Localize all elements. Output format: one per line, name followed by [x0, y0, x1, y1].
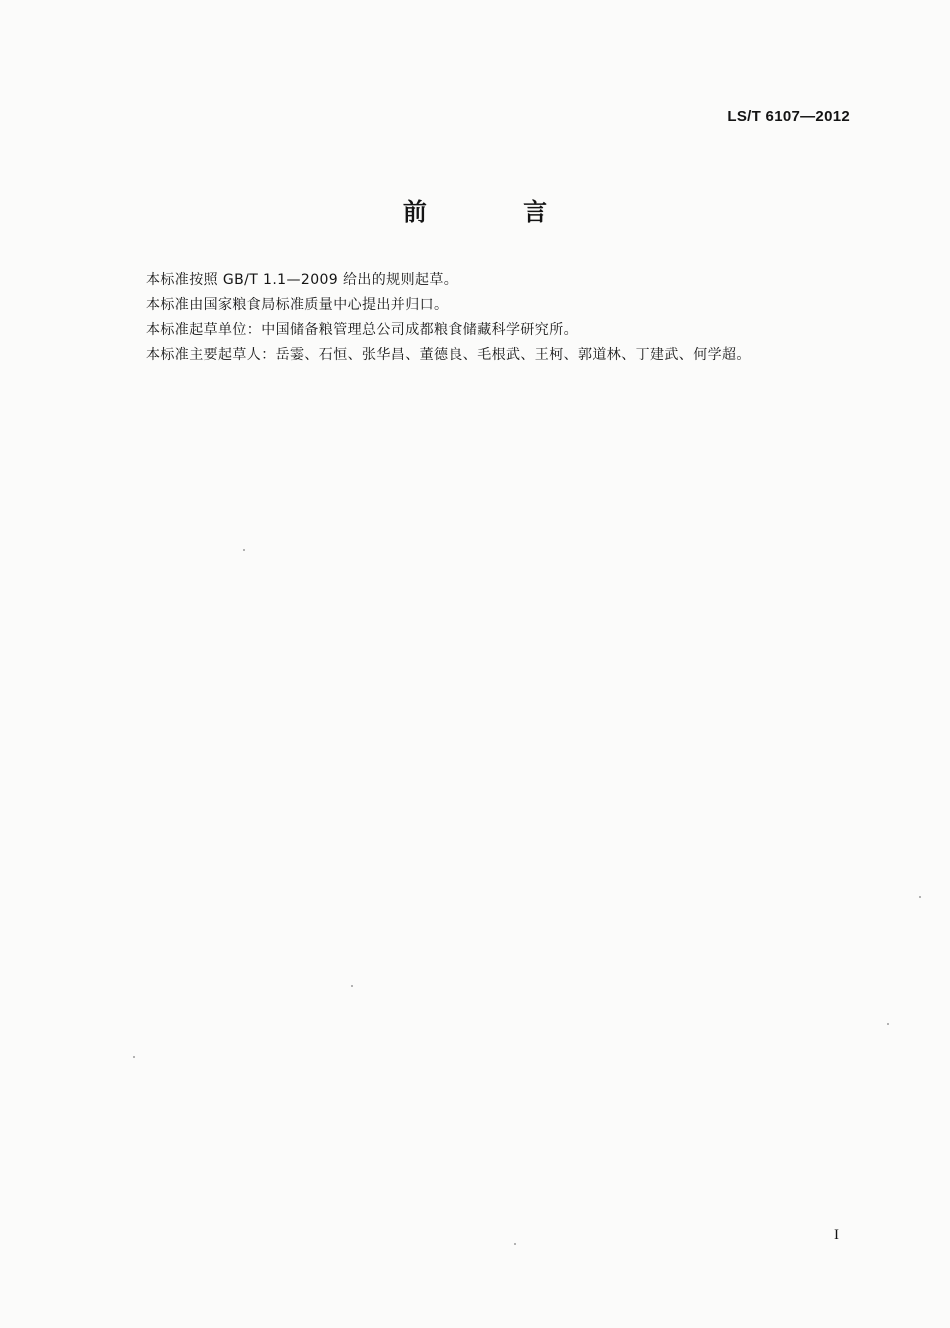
standard-number: LS/T 6107—2012 [727, 108, 850, 125]
page-number: I [834, 1227, 839, 1243]
scan-speck [514, 1243, 516, 1245]
scan-speck [133, 1056, 135, 1058]
page-title: 前 言 [402, 198, 592, 226]
scan-speck [351, 985, 353, 987]
foreword-body [146, 268, 866, 368]
paragraph-drafters: 本标准主要起草人：岳霎、石恒、张华昌、董德良、毛根武、王柯、郭道林、丁建武、何学超。 [146, 347, 751, 363]
scan-speck [887, 1023, 889, 1025]
scan-speck [243, 549, 245, 551]
paragraph-drafting-rules: 本标准按照 GB/T 1.1—2009 给出的规则起草。 [146, 272, 459, 288]
paragraph-drafting-organization: 本标准起草单位：中国储备粮管理总公司成都粮食储藏科学研究所。 [146, 322, 578, 338]
paragraph-proposer: 本标准由国家粮食局标准质量中心提出并归口。 [146, 297, 449, 313]
scan-speck [919, 896, 921, 898]
